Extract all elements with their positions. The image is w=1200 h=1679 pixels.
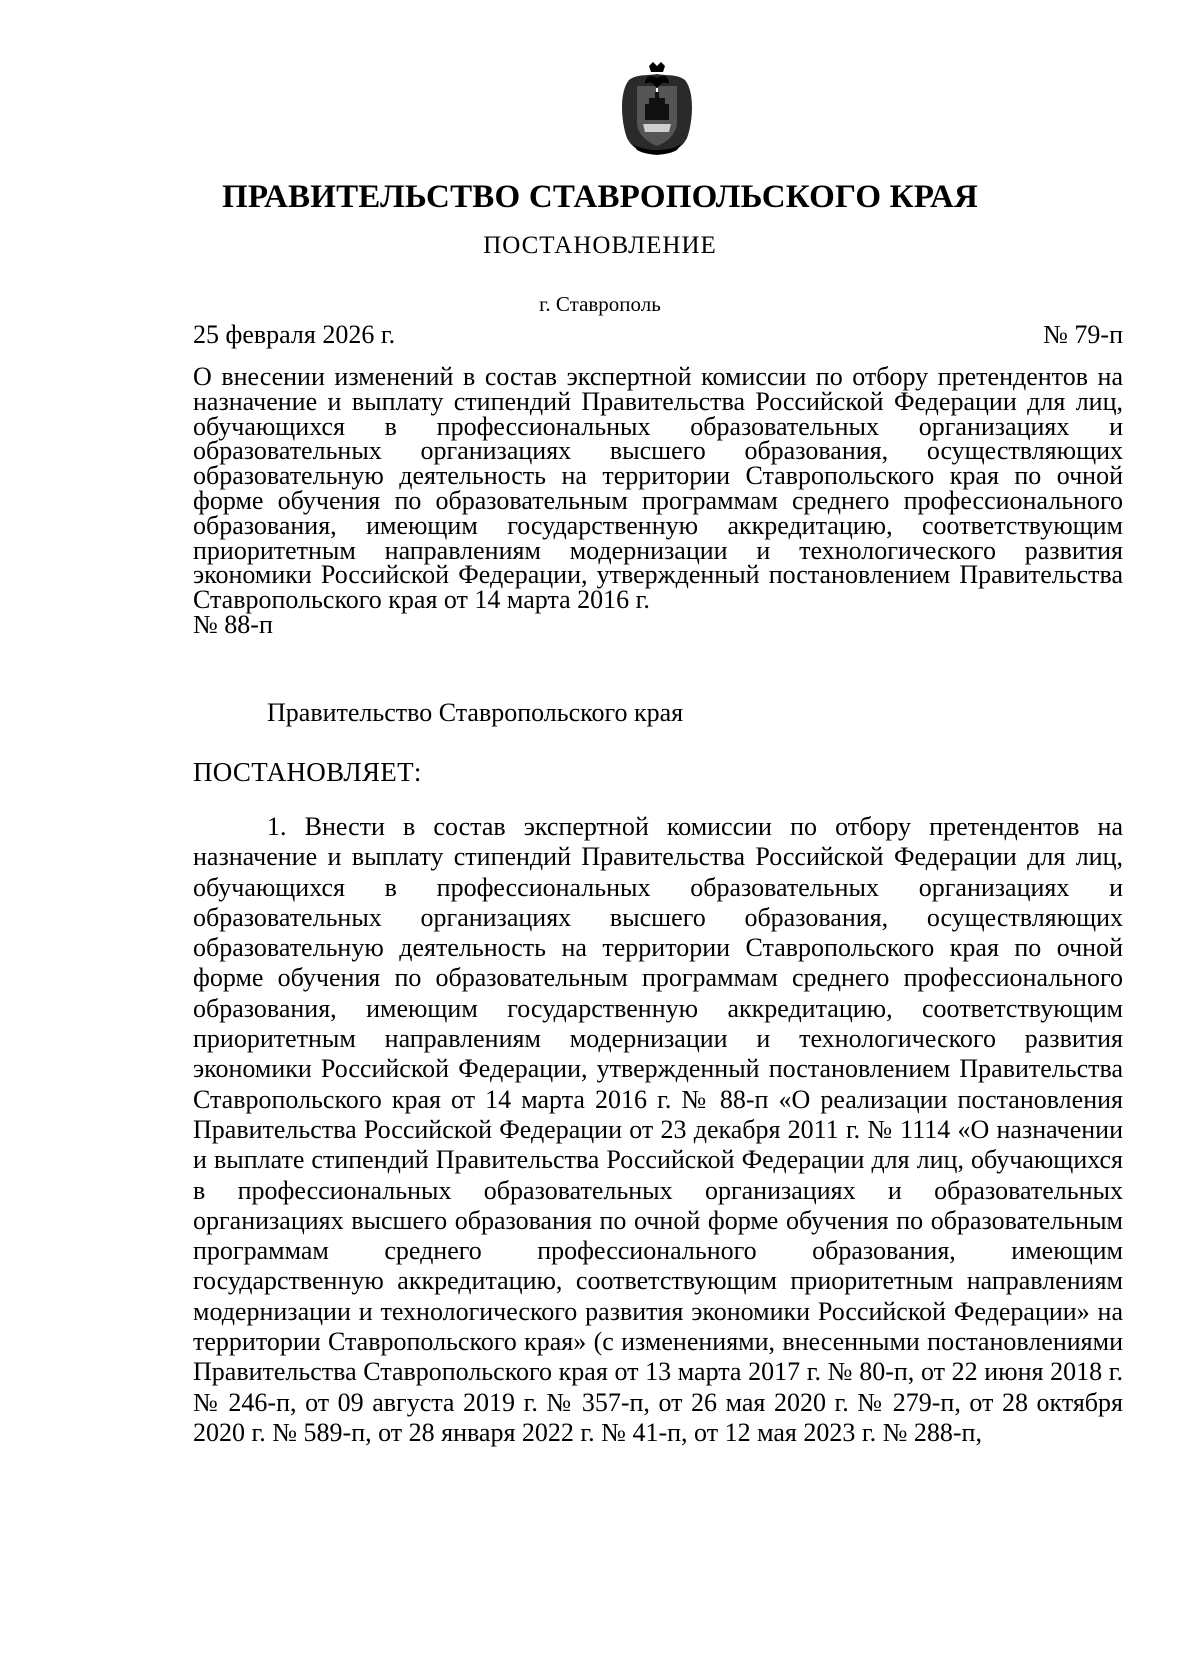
- document-subject-ref: № 88-п: [193, 610, 273, 639]
- government-line: Правительство Ставропольского края: [267, 698, 684, 727]
- organization-title: ПРАВИТЕЛЬСТВО СТАВРОПОЛЬСКОГО КРАЯ: [221, 179, 979, 215]
- document-type: ПОСТАНОВЛЕНИЕ: [483, 232, 717, 259]
- document-date: 25 февраля 2026 г.: [193, 320, 396, 349]
- stavropol-coat-of-arms-icon: [615, 62, 699, 156]
- city-line: г. Ставрополь: [539, 292, 661, 316]
- document-subject: О внесении изменений в состав экспертной комиссии по отбору претендентов на назначение и выплату стипендий Правительства Российской Федерации для лиц, обучающихся в профессиональных образовательных организациях и образовательных организациях высшего образования, осуществляющих образовательную деятельность на территории Ставропольского края по очной форме обучения по образовательным программам среднего профессионального образования, имеющим государственную аккредитацию, соответствующим приоритетным направлениям модернизации и технологического развития экономики Российской Федерации, утвержденный постановлением Правительства Ставропольского края от 14 марта 2016 г.: [193, 362, 1123, 615]
- paragraph-1: 1. Внести в состав экспертной комиссии по отбору претендентов на назначение и выплату стипендий Правительства Российской Федерации для лиц, обучающихся в профессиональных образовательных организациях и образовательных организациях высшего образования, осуществляющих образовательную деятельность на территории Ставропольского края по очной форме обучения по образовательным программам среднего профессионального образования, имеющим государственную аккредитацию, соответствующим приоритетным направлениям модернизации и технологического развития экономики Российской Федерации, утвержденный постановлением Правительства Ставропольского края от 14 марта 2016 г. № 88-п «О реализации постановления Правительства Российской Федерации от 23 декабря 2011 г. № 1114 «О назначении и выплате стипендий Правительства Российской Федерации для лиц, обучающихся в профессиональных образовательных организациях и образовательных организациях высшего образования по очной форме обучения по образовательным программам среднего профессионального образования, имеющим государственную аккредитацию, соответствующим приоритетным направлениям модернизации и технологического развития экономики Российской Федерации» на территории Ставропольского края» (с изменениями, внесенными постановлениями Правительства Ставропольского края от 13 марта 2017 г. № 80-п, от 22 июня 2018 г. № 246-п, от 09 августа 2019 г. № 357-п, от 26 мая 2020 г. № 279-п, от 28 октября 2020 г. № 589-п, от 28 января 2022 г. № 41-п, от 12 мая 2023 г. № 288-п,: [193, 812, 1123, 1447]
- resolves-heading: ПОСТАНОВЛЯЕТ:: [193, 757, 422, 787]
- document-number: № 79-п: [1043, 320, 1123, 349]
